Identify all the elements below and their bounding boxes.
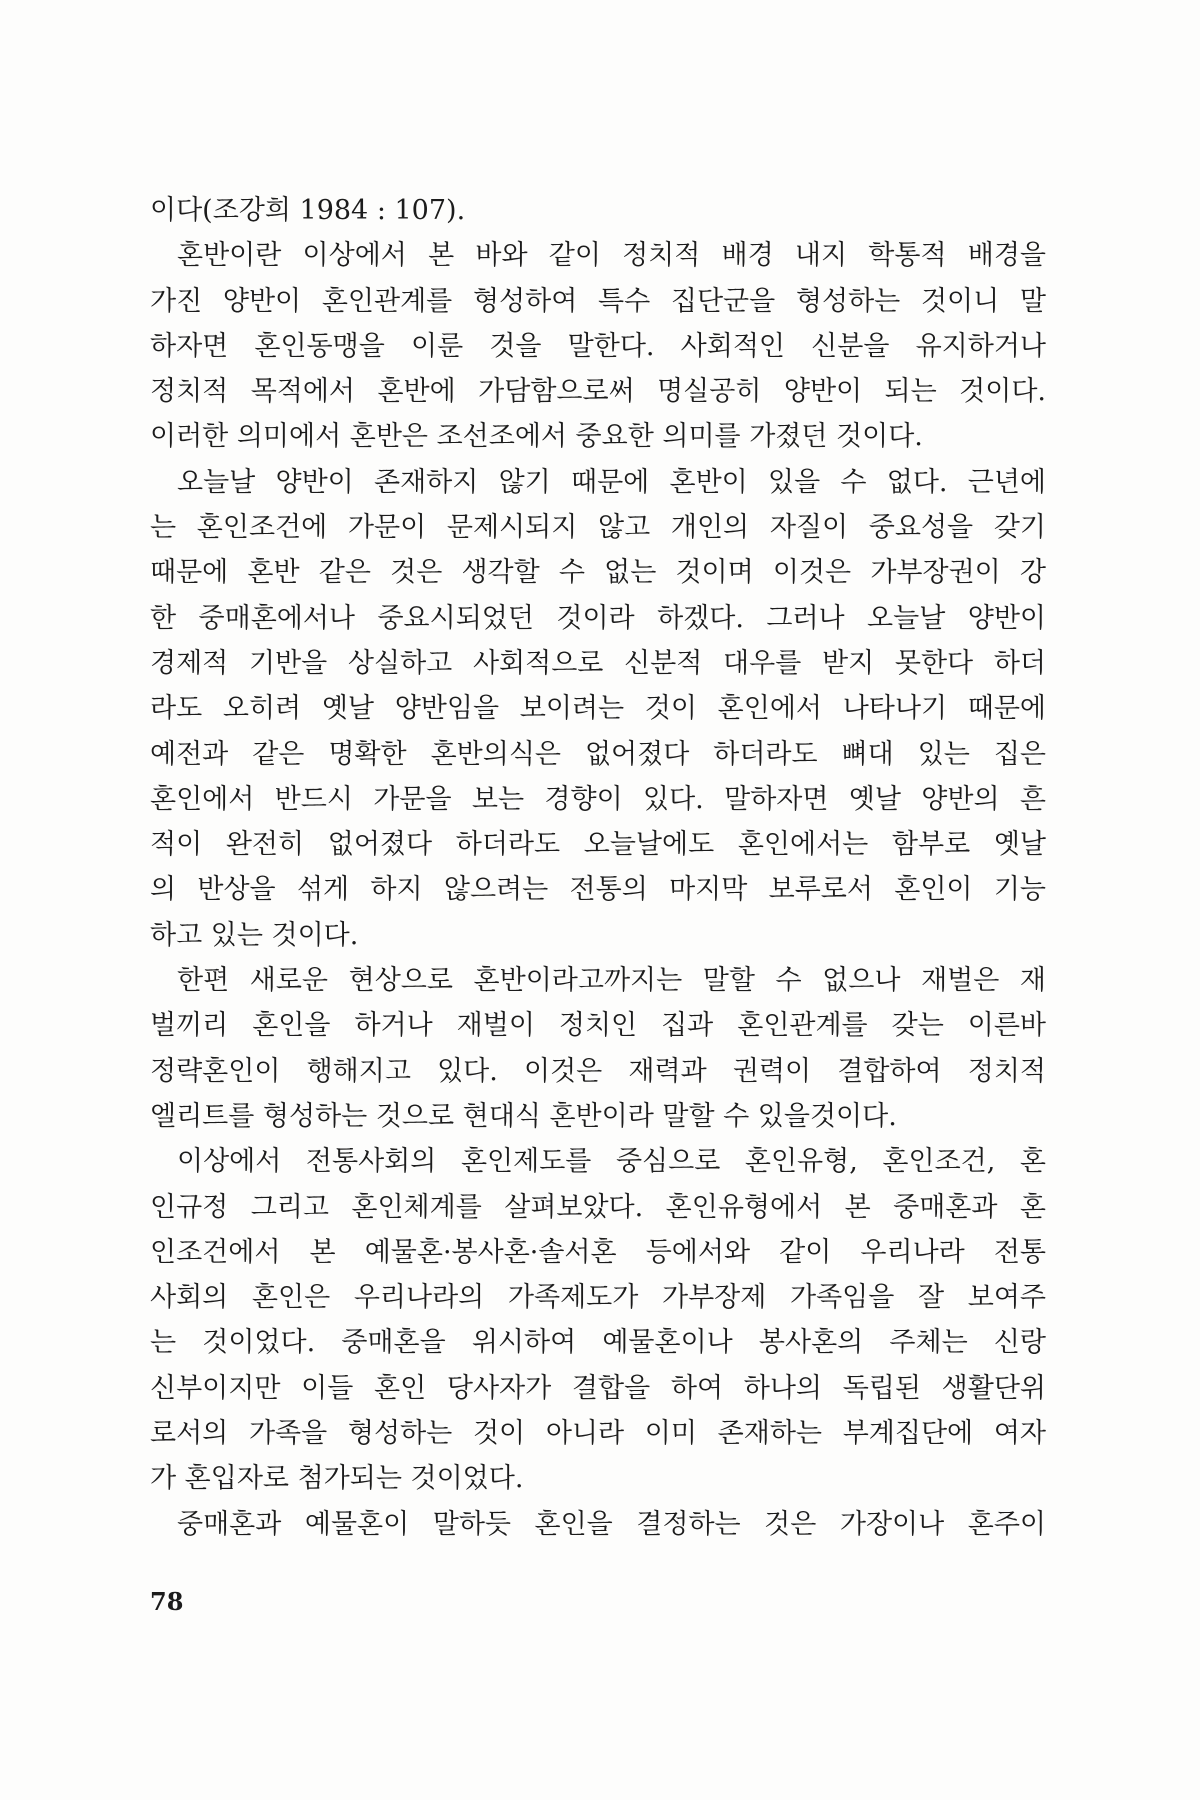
text-line: 인규정 그리고 혼인체계를 살펴보았다. 혼인유형에서 본 중매혼과 혼 [150,1191,1046,1223]
text-line: 라도 오히려 옛날 양반임을 보이려는 것이 혼인에서 나타나기 때문에 [150,693,1046,725]
text-line: 는 혼인조건에 가문이 문제시되지 않고 개인의 자질이 중요성을 갖기 [150,512,1046,544]
text-line: 이다(조강희 1984 : 107). [150,195,466,226]
text-line: 혼인에서 반드시 가문을 보는 경향이 있다. 말하자면 옛날 양반의 흔 [150,783,1046,815]
text-line: 예전과 같은 명확한 혼반의식은 없어졌다 하더라도 뼈대 있는 집은 [150,738,1046,770]
text-line: 이러한 의미에서 혼반은 조선조에서 중요한 의미를 가졌던 것이다. [150,421,923,453]
text-line: 사회의 혼인은 우리나라의 가족제도가 가부장제 가족임을 잘 보여주 [150,1282,1046,1314]
text-line: 경제적 기반을 상실하고 사회적으로 신분적 대우를 받지 못한다 하더 [150,647,1046,679]
body-text [150,188,1046,1547]
text-line: 로서의 가족을 형성하는 것이 아니라 이미 존재하는 부계집단에 여자 [150,1418,1046,1450]
text-line: 정략혼인이 행해지고 있다. 이것은 재력과 권력이 결합하여 정치적 [150,1055,1046,1087]
text-line: 혼반이란 이상에서 본 바와 같이 정치적 배경 내지 학통적 배경을 [177,240,1046,272]
text-line: 한 중매혼에서나 중요시되었던 것이라 하겠다. 그러나 오늘날 양반이 [150,602,1046,634]
text-line: 적이 완전히 없어졌다 하더라도 오늘날에도 혼인에서는 함부로 옛날 [150,829,1046,861]
text-line: 때문에 혼반 같은 것은 생각할 수 없는 것이며 이것은 가부장권이 강 [150,557,1046,589]
text-line: 오늘날 양반이 존재하지 않기 때문에 혼반이 있을 수 없다. 근년에 [177,466,1046,498]
text-line: 신부이지만 이들 혼인 당사자가 결합을 하여 하나의 독립된 생활단위 [150,1372,1046,1404]
text-line: 가진 양반이 혼인관계를 형성하여 특수 집단군을 형성하는 것이니 말 [150,285,1046,317]
text-line: 벌끼리 혼인을 하거나 재벌이 정치인 집과 혼인관계를 갖는 이른바 [150,1010,1046,1042]
text-line: 하고 있는 것이다. [150,919,359,951]
text-line: 는 것이었다. 중매혼을 위시하여 예물혼이나 봉사혼의 주체는 신랑 [150,1327,1046,1359]
text-line: 의 반상을 섞게 하지 않으려는 전통의 마지막 보루로서 혼인이 기능 [150,874,1046,906]
text-line: 가 혼입자로 첨가되는 것이었다. [150,1463,524,1495]
text-line: 중매혼과 예물혼이 말하듯 혼인을 결정하는 것은 가장이나 혼주이 [177,1508,1046,1540]
text-line: 인조건에서 본 예물혼·봉사혼·솔서혼 등에서와 같이 우리나라 전통 [150,1236,1046,1268]
page-number: 78 [150,1587,184,1616]
text-line: 한편 새로운 현상으로 혼반이라고까지는 말할 수 없으나 재벌은 재 [177,965,1046,997]
text-line: 정치적 목적에서 혼반에 가담함으로써 명실공히 양반이 되는 것이다. [150,376,1046,408]
text-line: 하자면 혼인동맹을 이룬 것을 말한다. 사회적인 신분을 유지하거나 [150,330,1046,362]
text-line: 이상에서 전통사회의 혼인제도를 중심으로 혼인유형, 혼인조건, 혼 [177,1146,1046,1178]
text-line: 엘리트를 형성하는 것으로 현대식 혼반이라 말할 수 있을것이다. [150,1100,897,1132]
